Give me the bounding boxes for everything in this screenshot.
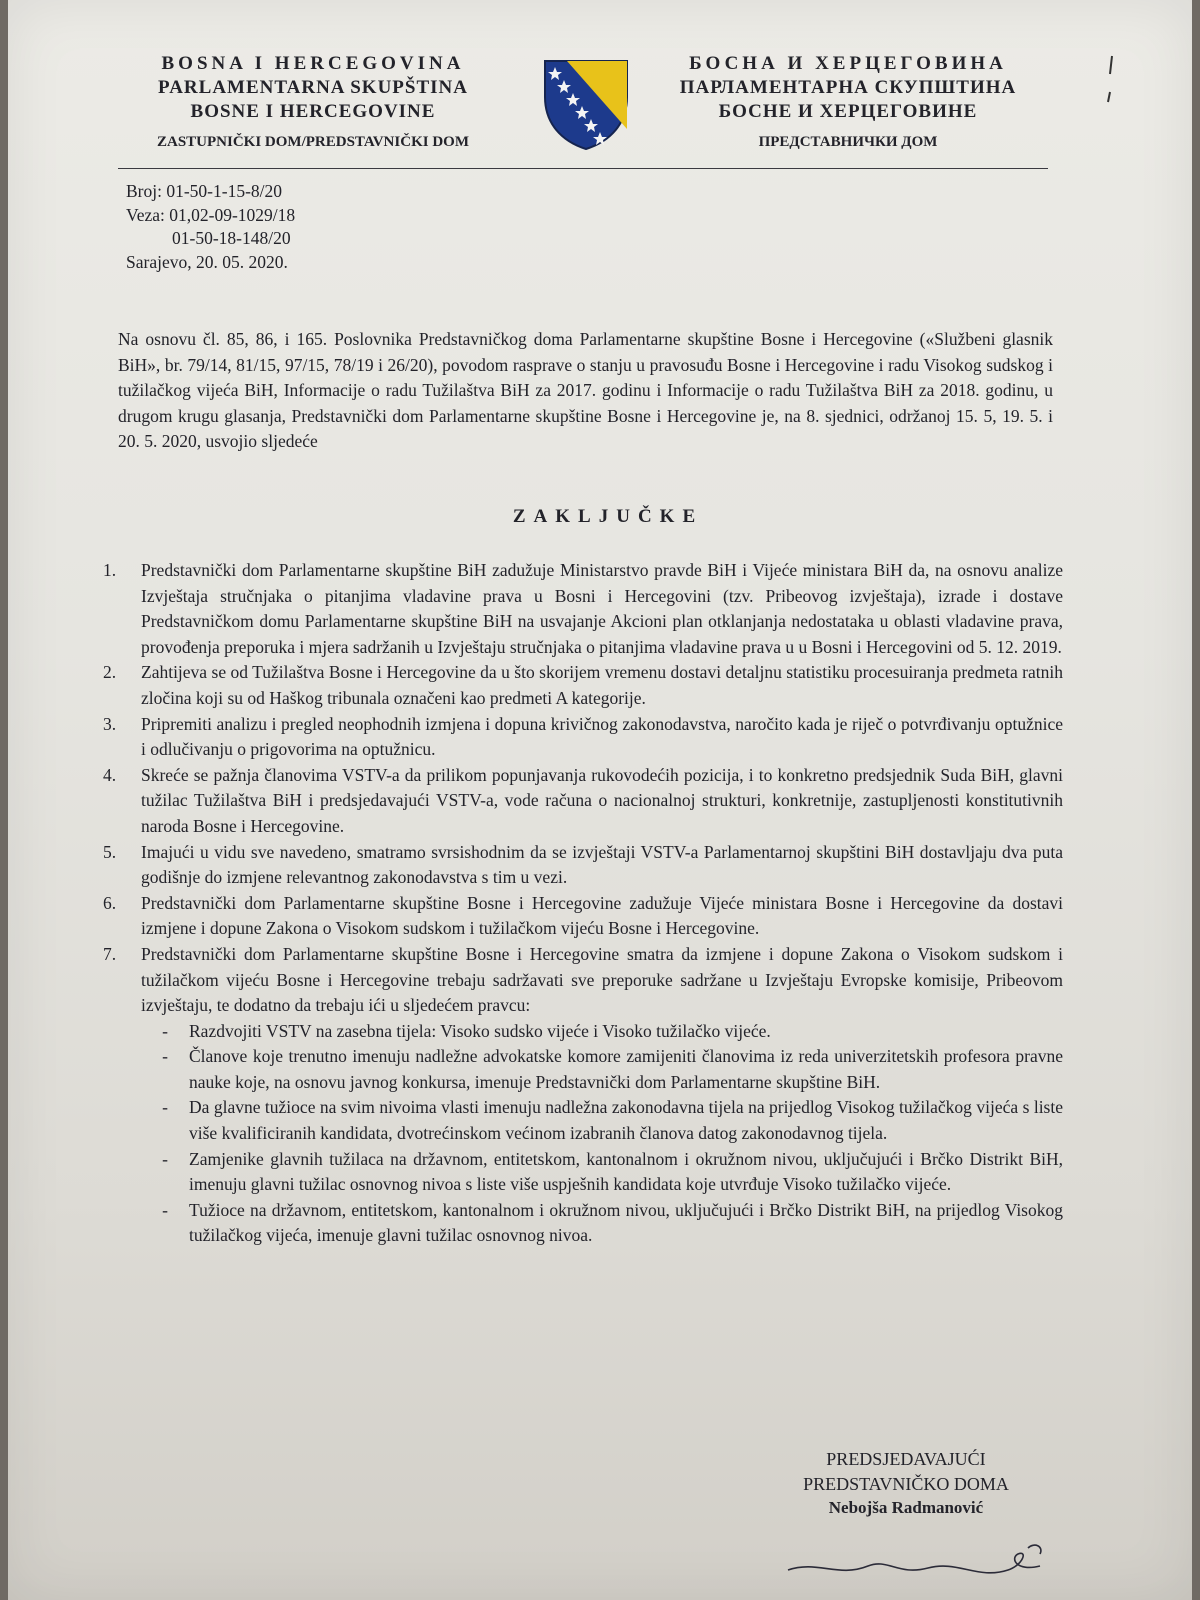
header-latin: [108, 52, 518, 152]
conclusion-text: Imajući u vidu sve navedeno, smatramo svrsishodnim da se izvještaji VSTV-a Parlamentarnoj skupštini BiH dostavljaju dva puta godišnje do izmjene relevantnog zakonodavstva s tim u vezi.: [141, 841, 1063, 888]
sub-item-text: Tužioce na državnom, entitetskom, kantonalnom i okružnom nivou, uključujući i Brčko Distrikt BiH, na prijedlog Visokog tužilačkog vijeća, imenuje glavni tužilac osnovnog nivoa.: [189, 1199, 1063, 1246]
header-country-genitive-cyr: БОСНЕ И ХЕРЦЕГОВИНЕ: [718, 101, 978, 122]
conclusion-text: Skreće se pažnja članovima VSTV-a da prilikom popunjavanja rukovodećih pozicija, i to konkretno predsjednik Suda BiH, glavni tužilac Tužilaštva BiH i predsjedavajući VSTV-a, vode računa o nacionalnoj strukturi, konkretnije, zastupljenosti konstitutivnih naroda Bosne i Hercegovine.: [141, 764, 1063, 836]
conclusion-item: [103, 891, 1063, 942]
reference-number: Broj: 01-50-1-15-8/20: [126, 181, 283, 201]
handwritten-signature-icon: [778, 1520, 1068, 1590]
header-parliament: PARLAMENTARNA SKUPŠTINA: [158, 77, 468, 98]
conclusion-text: Pripremiti analizu i pregled neophodnih izmjena i dopuna krivičnog zakonodavstva, naročito kada je riječ o potvrđivanju optužnice i odlučivanju o prigovorima na optužnicu.: [141, 713, 1063, 760]
sub-bullet: -: [162, 1199, 168, 1220]
header-cyrillic: [648, 52, 1048, 152]
preamble-paragraph: Na osnovu čl. 85, 86, i 165. Poslovnika Predstavničkog doma Parlamentarne skupštine Bosne i Hercegovine («Službeni glasnik BiH», br. 79/14, 81/15, 97/15, 78/19 i 26/20), povodom rasprave o stanju u pravosuđu Bosne i Hercegovine i radu Visokog sudskog i tužilačkog vijeća BiH, Informacije o radu Tužilaštva BiH za 2017. godinu i Informacije o radu Tužilaštva BiH za 2018. godinu, u drugom krugu glasanja, Predstavnički dom Parlamentarne skupštine Bosne i Hercegovine je, na 8. sjednici, održanoj 15. 5, 19. 5. i 20. 5. 2020, usvojio sljedeće: [118, 329, 1053, 451]
conclusion-item: [103, 942, 1063, 1019]
conclusion-item: [103, 712, 1063, 763]
header-country: BOSNA I HERCEGOVINA: [161, 53, 465, 74]
header-country-cyr: БОСНА И ХЕРЦЕГОВИНА: [689, 53, 1007, 74]
reference-block: [126, 180, 295, 274]
place-date: Sarajevo, 20. 05. 2020.: [126, 251, 288, 272]
document-title: ZAKLJUČKE: [512, 506, 704, 527]
conclusion-number: 7.: [103, 943, 117, 964]
reference-link-1: Veza: 01,02-09-1029/18: [126, 204, 296, 225]
header-parliament-cyr: ПАРЛАМЕНТАРНА СКУПШТИНА: [679, 77, 1017, 98]
conclusion-number: 6.: [103, 892, 117, 913]
conclusion-number: 1.: [103, 560, 117, 580]
header-house: ZASTUPNIČKI DOM/PREDSTAVNIČKI DOM: [157, 134, 469, 150]
sub-bullet: -: [162, 1046, 168, 1067]
sub-bullet: -: [162, 1097, 168, 1118]
pen-mark-icon: [1098, 48, 1128, 108]
conclusion-item: [103, 763, 1063, 840]
coat-of-arms-icon: [541, 57, 631, 151]
conclusion-number: 2.: [103, 662, 117, 683]
sub-item: [103, 1147, 1063, 1198]
conclusion-item: [103, 840, 1063, 891]
conclusion-number: 4.: [103, 764, 117, 785]
sub-item-text: Da glavne tužioce na svim nivoima vlasti imenuju nadležna zakonodavna tijela na prijedlog Visokog tužilačkog vijeća s liste više kvalificiranih kandidata, dvotrećinskom većinom izabranih članova datog zakonodavnog tijela.: [189, 1097, 1063, 1144]
signatory-name: Nebojša Radmanović: [828, 1498, 984, 1517]
conclusion-item: [103, 558, 1063, 660]
sub-item-text: Zamjenike glavnih tužilaca na državnom, entitetskom, kantonalnom i okružnom nivou, uključujući i Brčko Distrikt BiH, imenuju glavni tužilac osnovnog nivoa s liste više uspješnih kandidata koje utvrđuje Visoko tužilačko vijeće.: [189, 1148, 1063, 1195]
signature-block: [756, 1447, 1056, 1521]
conclusion-text: Predstavnički dom Parlamentarne skupštine BiH zadužuje Ministarstvo pravde BiH i Vijeće ministara BiH da, na osnovu analize Izvještaja stručnjaka o pitanjima vladavine prava u Bosni i Hercegovini (tzv. Pribeovog izvještaja), izrade i dostave Predstavničkom domu Parlamentarne skupštine BiH na usvajanje Akcioni plan otklanjanja nedostataka u oblasti vladavine prava, provođenja preporuka i mjera sadržanih u Izvještaju stručnjaka o pitanjima vladavine prava u u Bosni i Hercegovini od 5. 12. 2019.: [141, 560, 1063, 657]
reference-link-2: 01-50-18-148/20: [172, 228, 291, 248]
sub-item: [103, 1019, 1063, 1045]
conclusion-text: Predstavnički dom Parlamentarne skupštine Bosne i Hercegovine zadužuje Vijeće ministara Bosne i Hercegovine da dostavi izmjene i dopune Zakona o Visokom sudskom i tužilačkom vijeću Bosne i Hercegovine.: [141, 892, 1063, 939]
conclusions-list: [103, 558, 1063, 1249]
sub-item-text: Razdvojiti VSTV na zasebna tijela: Visoko sudsko vijeće i Visoko tužilačko vijeće.: [189, 1020, 771, 1041]
header-country-genitive: BOSNE I HERCEGOVINE: [190, 101, 436, 122]
sub-item: [103, 1198, 1063, 1249]
sub-item-text: Članove koje trenutno imenuju nadležne advokatske komore zamijeniti članovima iz reda univerzitetskih profesora pravne nauke koje, na osnovu javnog konkursa, imenuje Predstavnički dom Parlamentarne skupštine BiH.: [189, 1046, 1063, 1092]
sub-bullet: -: [162, 1020, 168, 1041]
sub-item: [103, 1095, 1063, 1146]
conclusion-item: [103, 660, 1063, 711]
conclusion-number: 3.: [103, 713, 117, 734]
conclusion-text: Zahtijeva se od Tužilaštva Bosne i Hercegovine da u što skorijem vremenu dostavi detaljnu statistiku procesuiranja predmeta ratnih zločina koji su od Haškog tribunala označeni kao predmeti A kategorije.: [141, 662, 1063, 708]
conclusion-number: 5.: [103, 841, 117, 862]
document-page: [8, 0, 1192, 1600]
signatory-role: PREDSJEDAVAJUĆI: [826, 1449, 986, 1469]
header-house-cyr: ПРЕДСТАВНИЧКИ ДОМ: [758, 134, 938, 150]
signatory-house: PREDSTAVNIČKO DOMA: [803, 1473, 1009, 1494]
sub-bullet: -: [162, 1148, 168, 1169]
conclusion-text: Predstavnički dom Parlamentarne skupštine Bosne i Hercegovine smatra da izmjene i dopune Zakona o Visokom sudskom i tužilačkom vijeću Bosne i Hercegovine trebaju sadržavati sve preporuke sadržane u Izvještaju Evropske komisije, Pribeovom izvještaju, te dodatno da trebaju ići u sljedećem pravcu:: [141, 943, 1063, 1016]
header-divider: [118, 168, 1048, 169]
sub-item: [103, 1044, 1063, 1095]
